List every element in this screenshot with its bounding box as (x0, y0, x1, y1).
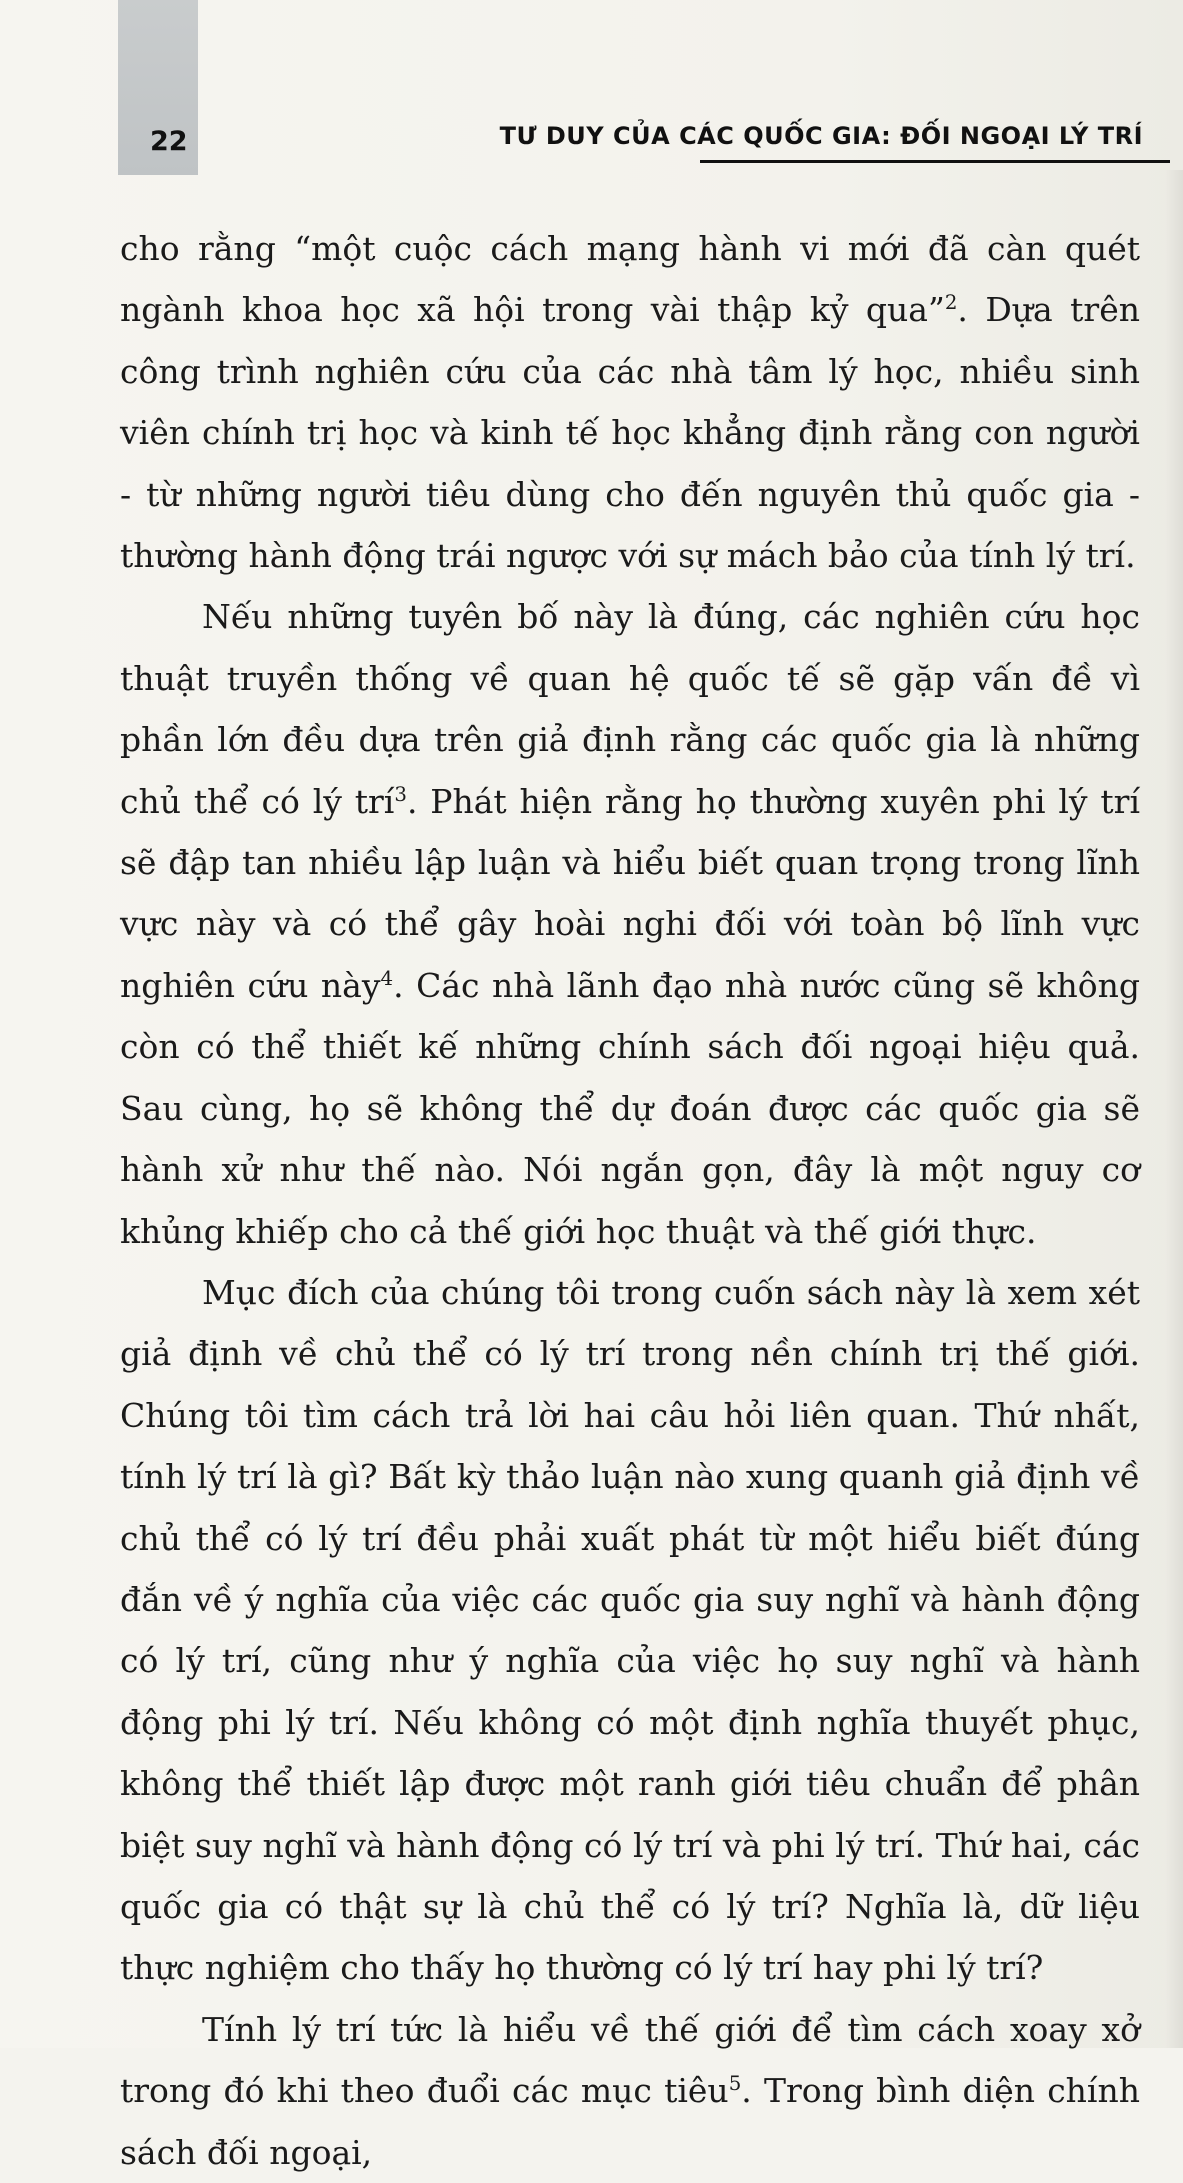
text-run: Tính lý trí tức là hiểu về thế giới để tìm cách xoay xở trong đó khi theo đuổi các mục tiêu (120, 2009, 1140, 2111)
page-edge-shadow (1165, 170, 1183, 2048)
body-text (120, 218, 1140, 2183)
page-number: 22 (150, 126, 188, 157)
text-run: . Dựa trên công trình nghiên cứu của các nhà tâm lý học, nhiều sinh viên chính trị học và kinh tế học khẳng định rằng con người - từ những người tiêu dùng cho đến nguyên thủ quốc gia - thường hành động trái ngược với sự mách bảo của tính lý trí. (120, 290, 1140, 576)
text-run: Nếu những tuyên bố này là đúng, các nghiên cứu học thuật truyền thống về quan hệ quốc tế sẽ gặp vấn đề vì phần lớn đều dựa trên giả định rằng các quốc gia là những chủ thể có lý trí (120, 597, 1140, 821)
paragraph (120, 586, 1140, 1261)
paragraph (120, 1262, 1140, 1999)
text-run: . Trong bình diện chính sách đối ngoại, (120, 2071, 1140, 2172)
header-rule (700, 160, 1170, 163)
footnote-ref: 4 (380, 966, 394, 990)
footnote-ref: 3 (394, 782, 407, 806)
footnote-ref: 5 (728, 2072, 742, 2096)
text-run: Mục đích của chúng tôi trong cuốn sách này là xem xét giả định về chủ thể có lý trí trong nền chính trị thế giới. Chúng tôi tìm cách trả lời hai câu hỏi liên quan. Thứ nhất, tính lý trí là gì? Bất kỳ thảo luận nào xung quanh giả định về chủ thể có lý trí đều phải xuất phát từ một hiểu biết đúng đắn về ý nghĩa của việc các quốc gia suy nghĩ và hành động có lý trí, cũng như ý nghĩa của việc họ suy nghĩ và hành động phi lý trí. Nếu không có một định nghĩa thuyết phục, không thể thiết lập được một ranh giới tiêu chuẩn để phân biệt suy nghĩ và hành động có lý trí và phi lý trí. Thứ hai, các quốc gia có thật sự là chủ thể có lý trí? Nghĩa là, dữ liệu thực nghiệm cho thấy họ thường có lý trí hay phi lý trí? (120, 1272, 1140, 1988)
text-run: . Phát hiện rằng họ thường xuyên phi lý trí sẽ đập tan nhiều lập luận và hiểu biết quan trọng trong lĩnh vực này và có thể gây hoài nghi đối với toàn bộ lĩnh vực nghiên cứu này (120, 781, 1141, 1005)
text-run: cho rằng “một cuộc cách mạng hành vi mới đã càn quét ngành khoa học xã hội trong vài thập kỷ qua” (120, 229, 1140, 330)
paragraph (120, 218, 1140, 586)
text-run: . Các nhà lãnh đạo nhà nước cũng sẽ không còn có thể thiết kế những chính sách đối ngoại hiệu quả. Sau cùng, họ sẽ không thể dự đoán được các quốc gia sẽ hành xử như thế nào. Nói ngắn gọn, đây là một nguy cơ khủng khiếp cho cả thế giới học thuật và thế giới thực. (120, 965, 1141, 1251)
paragraph (120, 1999, 1140, 2183)
running-header-title: TƯ DUY CỦA CÁC QUỐC GIA: ĐỐI NGOẠI LÝ TRÍ (499, 122, 1143, 150)
footnote-ref: 2 (944, 291, 958, 315)
